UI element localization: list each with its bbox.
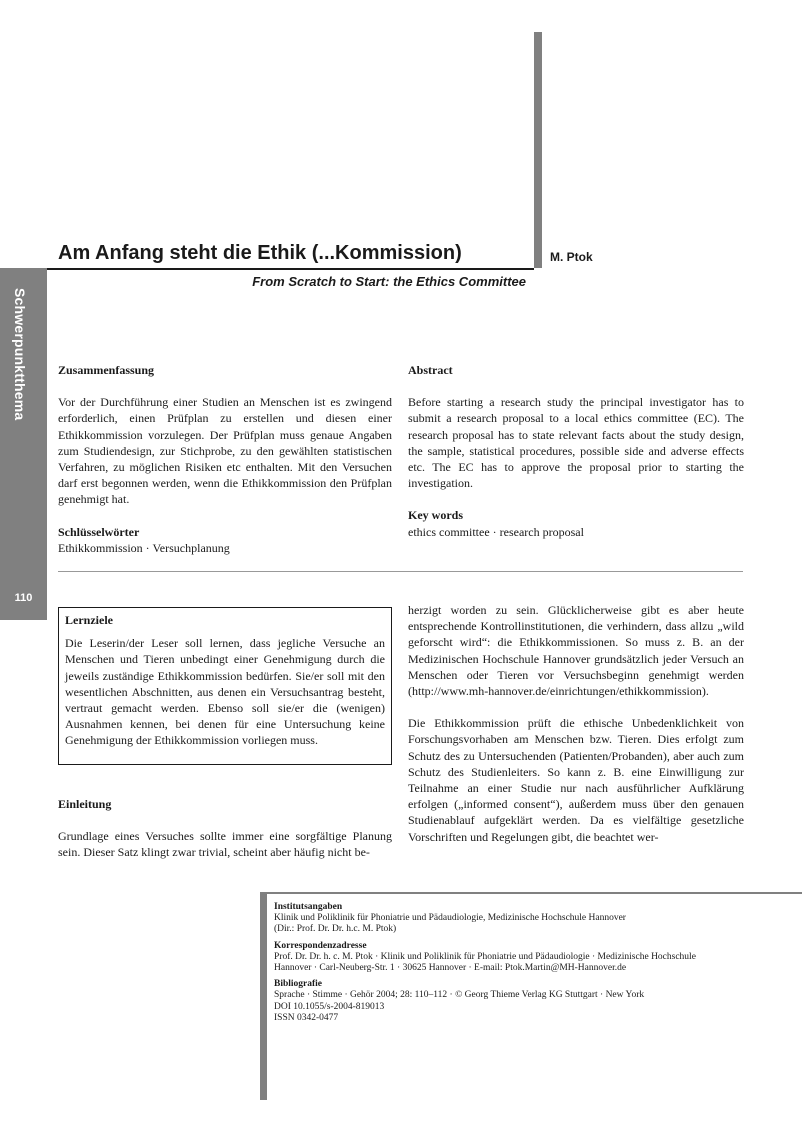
bibliografie-line: DOI 10.1055/s-2004-819013 [274,1001,385,1012]
korrespondenz-line: Hannover · Carl-Neuberg-Str. 1 · 30625 Hannover · E-mail: Ptok.Martin@MH-Hannover.de [274,963,627,974]
abstract-heading: Abstract [408,363,453,377]
article-author: M. Ptok [550,250,593,264]
info-box-top-rule [260,892,802,894]
keywords-heading-en: Key words [408,508,463,523]
korrespondenz-heading: Korrespondenzadresse [274,940,367,951]
section-label: Schwerpunktthema [12,288,28,421]
body-paragraph-2: Die Ethikkommission prüft die ethische Unbedenklichkeit von Forschungsvorhaben am Menschen bzw. Tieren. Dies erfolgt zum Schutz des zu Untersuchenden (Patienten/Probanden), aber auch zum Schutz des Studienleiters. So kann z. B. eine Einwilligung zur Teilnahme an einer Studie nur nach ausführlicher Aufklärung erfolgen („informed consent“), außerdem muss über den genauen Studienablauf aufgeklärt werden. Da es vielfältige gesetzliche Vorschriften und Regelungen gibt, die beachtet wer- [408,716,744,844]
bibliografie-line: Sprache · Stimme · Gehör 2004; 28: 110–112 · © Georg Thieme Verlag KG Stuttgart · New York [274,990,645,1001]
title-underline [47,268,534,270]
institut-line: (Dir.: Prof. Dr. Dr. h.c. M. Ptok) [274,924,397,935]
english-abstract [408,362,744,540]
page-number: 110 [14,592,33,604]
info-box-bar [260,892,267,1100]
bibliografie-heading: Bibliografie [274,979,323,990]
top-decorative-bar [534,32,542,268]
korrespondenz-line: Prof. Dr. Dr. h. c. M. Ptok · Klinik und Poliklinik für Phoniatrie und Pädaudiologie · Medizinische Hochschule [274,951,696,962]
einleitung-section [58,796,392,861]
lernziele-box [58,607,392,765]
summary-text: Vor der Durchführung einer Studien an Menschen ist es zwingend erforderlich, einen Prüfplan zu erstellen und diesen einer Ethikkommission vorzulegen. Der Prüfplan muss genaue Angaben zum Studiendesign, zur Stichprobe, zu den gewählten statistischen Verfahren, zu möglichen Risiken etc enthalten. Mit den Versuchen darf erst begonnen werden, wenn die Ethikkommission den Prüfplan genehmigt hat. [58,395,392,507]
summary-heading: Zusammenfassung [58,363,155,377]
side-tab [0,268,47,620]
lernziele-heading: Lernziele [65,613,113,627]
article-title: Am Anfang steht die Ethik (...Kommission) [58,242,462,264]
article-subtitle: From Scratch to Start: the Ethics Committee [252,274,526,289]
bibliografie-line: ISSN 0342-0477 [274,1012,339,1023]
keywords-heading-de: Schlüsselwörter [58,524,140,539]
body-paragraph-1: herzigt worden zu sein. Glücklicherweise gibt es aber heute entsprechende Kontrollinstitutionen, die verhindern, dass allzu „wild geforscht wird“: die Ethikkommissionen. So muss z. B. an der Medizinischen Hochschule Hannover grundsätzlich jeder Versuch an Menschen oder Tieren vor Versuchsbeginn genehmigt werden (http://www.mh-hannover.de/einrichtungen/ethikkommission). [408,603,744,699]
korrespondenz-section [274,941,794,975]
institut-line: Klinik und Poliklinik für Phoniatrie und Pädaudiologie, Medizinische Hochschule Hannover [274,913,626,924]
section-divider [58,571,743,572]
bibliografie-section [274,979,794,1024]
keywords-en: ethics committee · research proposal [408,524,584,539]
einleitung-heading: Einleitung [58,797,112,811]
einleitung-text: Grundlage eines Versuches sollte immer eine sorgfältige Planung sein. Dieser Satz klingt zwar trivial, scheint aber häufig nicht be- [58,829,392,860]
german-summary [58,362,392,556]
body-right-column [408,602,744,845]
keywords-de: Ethikkommission · Versuchplanung [58,540,230,555]
institut-heading: Institutsangaben [274,902,343,912]
info-box [260,892,802,1100]
abstract-text: Before starting a research study the principal investigator has to submit a research proposal to a local ethics committee (EC). The research proposal has to state relevant facts about the study design, the sample, statistical procedures, possible side and adverse effects etc. The EC has to approve the proposal prior to starting the investigation. [408,395,744,491]
institut-section [274,902,794,936]
lernziele-text: Die Leserin/der Leser soll lernen, dass jegliche Versuche an Menschen und Tieren unbedingt einer Genehmigung durch die jeweils zuständige Ethikkommission bedürfen. Sie/er soll mit den wesentlichen Abschnitten, aus denen ein Versuchsantrag besteht, vertraut gemacht werden. Ebenso soll sie/er die (wenigen) Ausnahmen kennen, bei denen für eine Untersuchung keine Genehmigung der Ethikkommission vorliegen muss. [65,636,385,748]
